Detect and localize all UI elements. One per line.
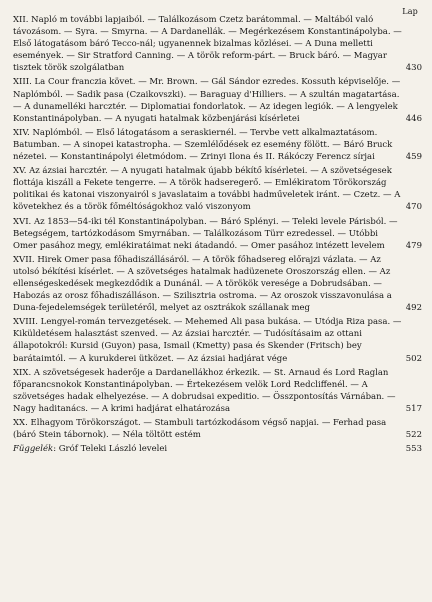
chapter-numeral: XIII. — [13, 77, 32, 88]
toc-entry-text — [13, 367, 402, 415]
toc-entry-text — [13, 417, 402, 441]
chapter-summary: Az ázsiai harcztér. — A nyugati hatalmak újabb békítő kísérletei. — A szövetségesek flottája kiszáll a Fekete tengerre. — A török hadseregerő. — Emlékiratom Törökország politikai és katonai viszonyairól s javaslataim a további hadműveletek iránt. — Czetz. — A követekhez és a török főméltóságokhoz való viszonyom — [13, 166, 401, 213]
page-number: 553 — [405, 444, 422, 455]
toc-entry-xvi — [13, 216, 422, 252]
chapter-numeral: XVI. — [13, 216, 32, 227]
chapter-numeral: XVIII. — [13, 317, 38, 328]
page-number: 470 — [405, 202, 422, 213]
toc-entry-xiv — [13, 127, 422, 163]
chapter-numeral: XIV. — [13, 127, 30, 138]
chapter-summary: Lengyel-román tervezgetések. — Mehemed Ali pasa bukása. — Utódja Riza pasa. — Kiküldetésem halasztást szenved. — Az ázsiai harcztér. — Tudósításaim az ottani állapotokról: Kursid (Guyon) pasa, Ismail (Kmetty) pasa és Skender (Fritsch) bey barátaimtól. — A kurukderei ütközet. — Az ázsiai hadjárat vége — [13, 317, 402, 364]
toc-entry-appendix — [13, 443, 422, 455]
toc-entry-text — [13, 76, 402, 124]
page-number: 492 — [405, 303, 422, 314]
chapter-numeral: XVII. — [13, 254, 35, 265]
toc-entry-xv — [13, 165, 422, 213]
toc-entry-text — [13, 127, 402, 163]
table-of-contents — [13, 14, 422, 457]
chapter-summary: Hirek Omer pasa főhadiszállásáról. — A török főhadsereg előrajzi vázlata. — Az utolsó békítési kísérlet. — A szövetséges hatalmak hadüzenete Oroszország ellen. — Az ellenségeskedések megkezdődik a Dunánál. — A törökök veresége a Dobrudsában. — Habozás az orosz főhadiszálláson. — Szilisztria ostroma. — Az oroszok visszavonulása a Duna-fejedelemségek területéről, melyet az osztrákok szállanak meg — [13, 254, 392, 314]
page-number: 522 — [405, 430, 422, 441]
appendix-label: Függelék — [13, 444, 54, 455]
chapter-summary: Naplómból. — Első látogatásom a seraskiernél. — Tervbe vett alkalmaztatásom. Batumban. — A sinopei katastropha. — Szemlélődések ez esemény fölött. — Báró Bruck nézetei. — Konstantinápolyi életmódom. — Zrinyi Ilona és II. Rákóczy Ferencz sírjai — [13, 127, 393, 163]
toc-entry-xiii — [13, 76, 422, 124]
toc-entry-text — [13, 316, 402, 364]
chapter-summary: La Cour franczia követ. — Mr. Brown. — Gál Sándor ezredes. Kossuth képviselője. — Naplómból. — Sadik pasa (Czaikovszki). — Baraguay d'Hilliers. — A szultán magatartása. — A dunamelléki harcztér. — Diplomatiai fondorlatok. — Az idegen legiók. — A lengyelek Konstantinápolyban. — A nyugati hatalmak közbenjárási kísérletei — [13, 77, 401, 124]
appendix-summary: : Gróf Teleki László levelei — [53, 444, 168, 455]
toc-entry-text — [13, 165, 402, 213]
toc-entry-text — [13, 254, 402, 314]
toc-entry-xx — [13, 417, 422, 441]
toc-entry-text — [13, 216, 402, 252]
chapter-summary: Elhagyom Törökországot. — Stambuli tartózkodásom végső napjai. — Ferhad pasa (báró Stein tábornok). — Néla töltött estém — [13, 418, 387, 441]
page-number: 517 — [405, 403, 422, 414]
page-column-label: Lap — [402, 7, 418, 16]
chapter-summary: Napló m további lapjaiból. — Találkozásom Czetz barátommal. — Maltából való távozásom. — Syra. — Smyrna. — A Dardanellák. — Megérkezésem Konstantinápolyba. — Első látogatásom báró Tecco-nál; ugyanennek bizalmas közlései. — A Duna melletti események. — Sir Stratford Canning. — A török reform-párt. — Bruck báró. — Magyar tisztek török szolgálatban — [13, 15, 402, 74]
toc-entry-xvii — [13, 254, 422, 314]
toc-entry-xii — [13, 14, 422, 74]
toc-entry-text — [13, 14, 402, 74]
page-number: 459 — [405, 152, 422, 163]
chapter-numeral: XX. — [13, 418, 28, 428]
toc-entry-text — [13, 443, 402, 455]
toc-entry-xviii — [13, 316, 422, 364]
page-number: 502 — [405, 353, 422, 364]
chapter-numeral: XIX. — [13, 367, 32, 378]
page-number: 430 — [405, 63, 422, 74]
page-number: 479 — [405, 240, 422, 251]
toc-entry-xix — [13, 367, 422, 415]
chapter-numeral: XII. — [13, 15, 29, 25]
page-number: 446 — [405, 113, 422, 124]
chapter-summary: Az 1853—54-iki tél Konstantinápolyban. — Báró Splényi. — Teleki levele Párisból. — Betegségem, tartózkodásom Smyrnában. — Találkozásom Türr ezredessel. — Utóbbi Omer pasához megy, emlékiratáimat neki átadandó. — Omer pasához intézett levelem — [13, 216, 398, 251]
chapter-numeral: XV. — [13, 166, 27, 177]
chapter-summary: A szövetségesek haderője a Dardanellákhoz érkezik. — St. Arnaud és Lord Raglan főparancsnokok Konstantinápolyban. — Értekezésem velök Lord Redcliffenél. — A szövetséges hadak elhelyezése. — A dobrudsai expeditio. — Összpontosítás Várnában. — Nagy haditanács. — A krimi hadjárat elhatározása — [13, 367, 396, 414]
